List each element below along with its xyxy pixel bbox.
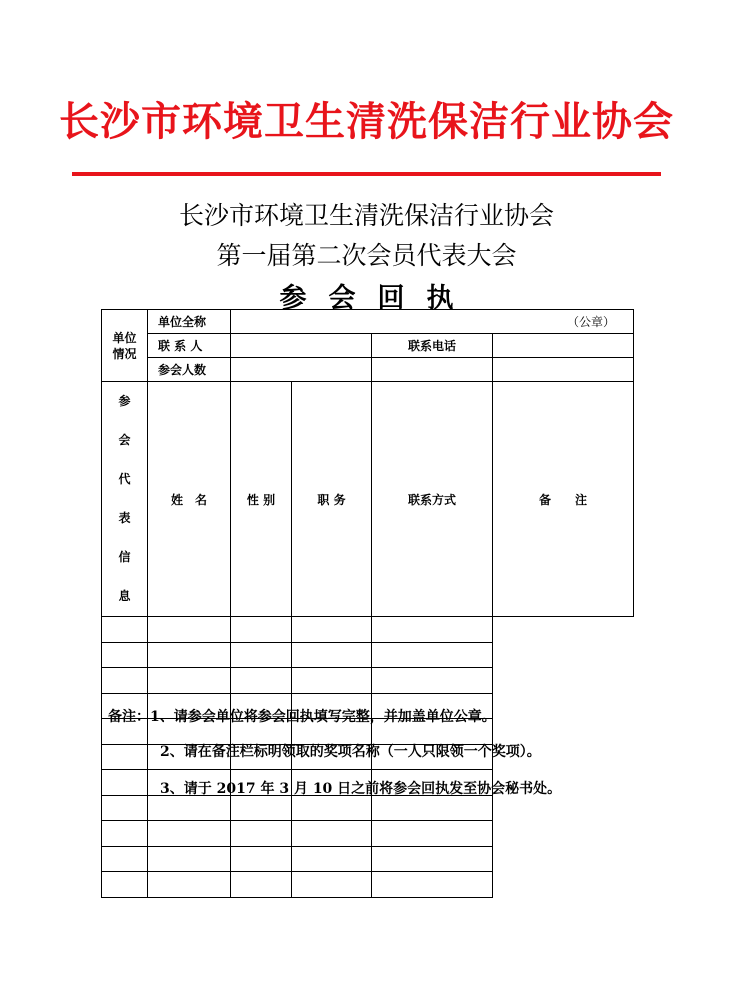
col-header-remarks: 备 注: [493, 382, 634, 617]
seal-note: （公章）: [567, 315, 616, 329]
unit-section-label: 单位情况: [102, 310, 148, 382]
rep-name-field[interactable]: [102, 770, 148, 796]
rep-gender-field[interactable]: [148, 795, 231, 821]
unit-name-label: 单位全称: [148, 310, 231, 334]
doc-title-line2: 第一届第二次会员代表大会: [216, 241, 517, 270]
rep-position-field[interactable]: [231, 642, 292, 668]
doc-title-line1: 长沙市环境卫生清洗保洁行业协会: [178, 201, 554, 230]
rep-contact-field[interactable]: [292, 668, 372, 694]
attendee-count-label: 参会人数: [148, 358, 231, 382]
rep-position-field[interactable]: [231, 668, 292, 694]
rep-position-field[interactable]: [231, 872, 292, 898]
col-header-position: 职 务: [292, 382, 372, 617]
rep-remarks-field[interactable]: [372, 795, 493, 821]
col-header-name: 姓 名: [148, 382, 231, 617]
rep-remarks-field[interactable]: [372, 872, 493, 898]
note-item-1: 备注：1、请参会单位将参会回执填写完整，并加盖单位公章。: [108, 709, 496, 725]
rep-contact-field[interactable]: [292, 642, 372, 668]
rep-contact-field[interactable]: [292, 846, 372, 872]
col-header-gender: 性 别: [231, 382, 292, 617]
rep-position-field[interactable]: [231, 821, 292, 847]
rep-row: [102, 617, 634, 643]
rep-gender-field[interactable]: [148, 846, 231, 872]
contact-label: 联 系 人: [148, 334, 231, 358]
rep-row: [102, 642, 634, 668]
rep-remarks-field[interactable]: [372, 821, 493, 847]
rep-gender-field[interactable]: [148, 872, 231, 898]
rep-name-field[interactable]: [102, 872, 148, 898]
rep-contact-field[interactable]: [292, 821, 372, 847]
rep-contact-field[interactable]: [292, 617, 372, 643]
blank-cell: [372, 358, 493, 382]
note-item-2: 2、请在备注栏标明领取的奖项名称（一人只限领一个奖项）。: [160, 744, 541, 760]
rep-name-field[interactable]: [102, 795, 148, 821]
reply-form-table: [101, 309, 634, 898]
rep-name-field[interactable]: [102, 617, 148, 643]
rep-remarks-field[interactable]: [372, 846, 493, 872]
rep-contact-field[interactable]: [292, 795, 372, 821]
doc-title-line3: 参会回执: [279, 283, 476, 314]
rep-position-field[interactable]: [231, 846, 292, 872]
rep-name-field[interactable]: [102, 642, 148, 668]
contact-field[interactable]: [231, 334, 372, 358]
letterhead-divider: [72, 172, 661, 176]
rep-gender-field[interactable]: [148, 821, 231, 847]
rep-row: [102, 846, 634, 872]
rep-remarks-field[interactable]: [372, 617, 493, 643]
rep-row: [102, 821, 634, 847]
rep-contact-field[interactable]: [292, 872, 372, 898]
rep-row: [102, 668, 634, 694]
letterhead-title: 长沙市环境卫生清洗保洁行业协会: [59, 98, 674, 145]
rep-row: [102, 795, 634, 821]
rep-name-field[interactable]: [102, 821, 148, 847]
blank-cell: [493, 358, 634, 382]
rep-name-field[interactable]: [102, 744, 148, 770]
rep-row: [102, 872, 634, 898]
unit-name-field[interactable]: [231, 310, 634, 334]
rep-remarks-field[interactable]: [372, 642, 493, 668]
phone-label: 联系电话: [372, 334, 493, 358]
rep-name-field[interactable]: [102, 668, 148, 694]
col-header-contact: 联系方式: [372, 382, 493, 617]
attendee-count-field[interactable]: [231, 358, 372, 382]
note-item-3: 3、请于 2017 年 3 月 10 日之前将参会回执发至协会秘书处。: [160, 781, 562, 797]
rep-remarks-field[interactable]: [372, 668, 493, 694]
rep-gender-field[interactable]: [148, 668, 231, 694]
phone-field[interactable]: [493, 334, 634, 358]
rep-position-field[interactable]: [231, 617, 292, 643]
rep-position-field[interactable]: [231, 795, 292, 821]
rep-name-field[interactable]: [102, 846, 148, 872]
rep-gender-field[interactable]: [148, 617, 231, 643]
rep-gender-field[interactable]: [148, 642, 231, 668]
rep-section-label: 参 会 代 表 信 息: [102, 382, 148, 617]
